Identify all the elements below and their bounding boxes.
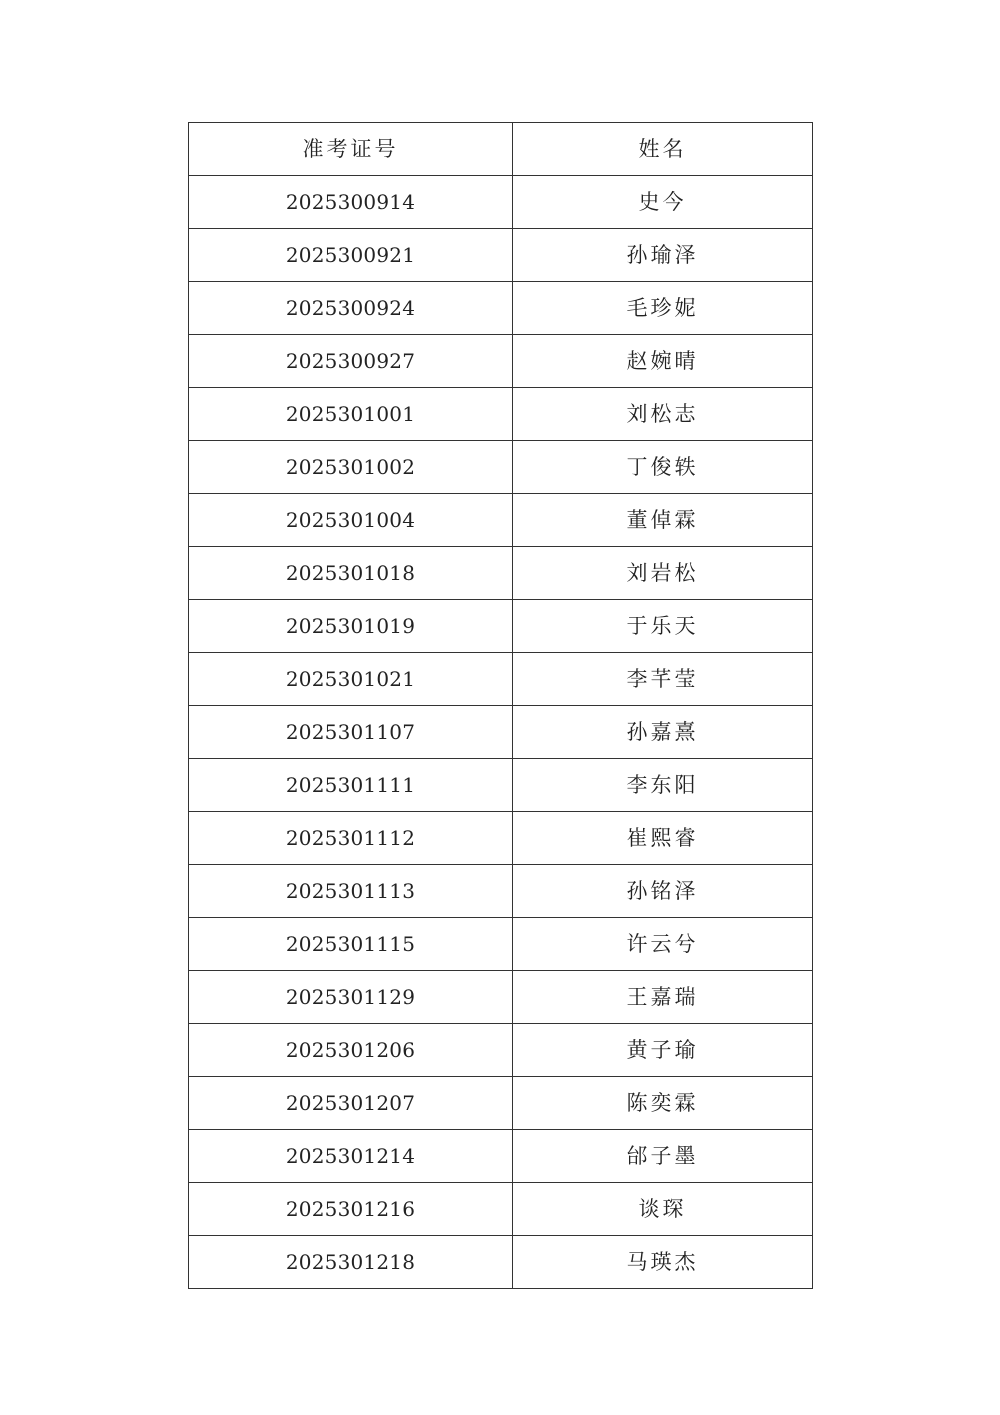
admission-number-cell: 2025301207: [189, 1077, 513, 1130]
admission-number-cell: 2025301218: [189, 1236, 513, 1289]
student-name-cell: 李东阳: [513, 759, 813, 812]
student-name-cell: 刘松志: [513, 388, 813, 441]
student-name-cell: 毛珍妮: [513, 282, 813, 335]
admission-number-cell: 2025301019: [189, 600, 513, 653]
admission-number-cell: 2025301129: [189, 971, 513, 1024]
student-name-cell: 孙嘉熹: [513, 706, 813, 759]
admission-number-cell: 2025301115: [189, 918, 513, 971]
admission-number-cell: 2025301206: [189, 1024, 513, 1077]
student-name-cell: 王嘉瑞: [513, 971, 813, 1024]
table-row: [189, 1077, 813, 1130]
table-row: [189, 865, 813, 918]
admission-number-cell: 2025300921: [189, 229, 513, 282]
table-row: [189, 706, 813, 759]
table-row: [189, 759, 813, 812]
table-row: [189, 176, 813, 229]
student-name-cell: 孙瑜泽: [513, 229, 813, 282]
admission-number-cell: 2025301113: [189, 865, 513, 918]
student-name-cell: 史今: [513, 176, 813, 229]
student-name-cell: 谈琛: [513, 1183, 813, 1236]
header-name: 姓名: [513, 123, 813, 176]
student-name-cell: 刘岩松: [513, 547, 813, 600]
student-name-cell: 马瑛杰: [513, 1236, 813, 1289]
student-name-cell: 丁俊轶: [513, 441, 813, 494]
table-row: [189, 547, 813, 600]
student-name-cell: 董倬霖: [513, 494, 813, 547]
admission-number-cell: 2025301216: [189, 1183, 513, 1236]
admission-number-cell: 2025301004: [189, 494, 513, 547]
table-row: [189, 282, 813, 335]
table-row: [189, 1130, 813, 1183]
admission-number-cell: 2025300924: [189, 282, 513, 335]
admission-list-table: [188, 122, 813, 1289]
table-row: [189, 388, 813, 441]
admission-number-cell: 2025300914: [189, 176, 513, 229]
student-name-cell: 陈奕霖: [513, 1077, 813, 1130]
admission-number-cell: 2025301021: [189, 653, 513, 706]
table-row: [189, 335, 813, 388]
table-row: [189, 229, 813, 282]
table-row: [189, 1183, 813, 1236]
student-name-cell: 于乐天: [513, 600, 813, 653]
student-name-cell: 邰子墨: [513, 1130, 813, 1183]
table-row: [189, 494, 813, 547]
table-row: [189, 653, 813, 706]
student-name-cell: 孙铭泽: [513, 865, 813, 918]
table-row: [189, 1236, 813, 1289]
table-body: [189, 176, 813, 1289]
table-row: [189, 918, 813, 971]
table-row: [189, 1024, 813, 1077]
admission-number-cell: 2025301107: [189, 706, 513, 759]
table-row: [189, 812, 813, 865]
table-row: [189, 441, 813, 494]
admission-number-cell: 2025300927: [189, 335, 513, 388]
admission-number-cell: 2025301214: [189, 1130, 513, 1183]
admission-number-cell: 2025301112: [189, 812, 513, 865]
student-name-cell: 李芊莹: [513, 653, 813, 706]
admission-number-cell: 2025301001: [189, 388, 513, 441]
student-name-cell: 崔熙睿: [513, 812, 813, 865]
table-header-row: [189, 123, 813, 176]
header-admission-number: 准考证号: [189, 123, 513, 176]
student-name-cell: 黄子瑜: [513, 1024, 813, 1077]
admission-number-cell: 2025301111: [189, 759, 513, 812]
student-name-cell: 许云兮: [513, 918, 813, 971]
admission-number-cell: 2025301018: [189, 547, 513, 600]
student-name-cell: 赵婉晴: [513, 335, 813, 388]
table-row: [189, 600, 813, 653]
table-row: [189, 971, 813, 1024]
admission-number-cell: 2025301002: [189, 441, 513, 494]
